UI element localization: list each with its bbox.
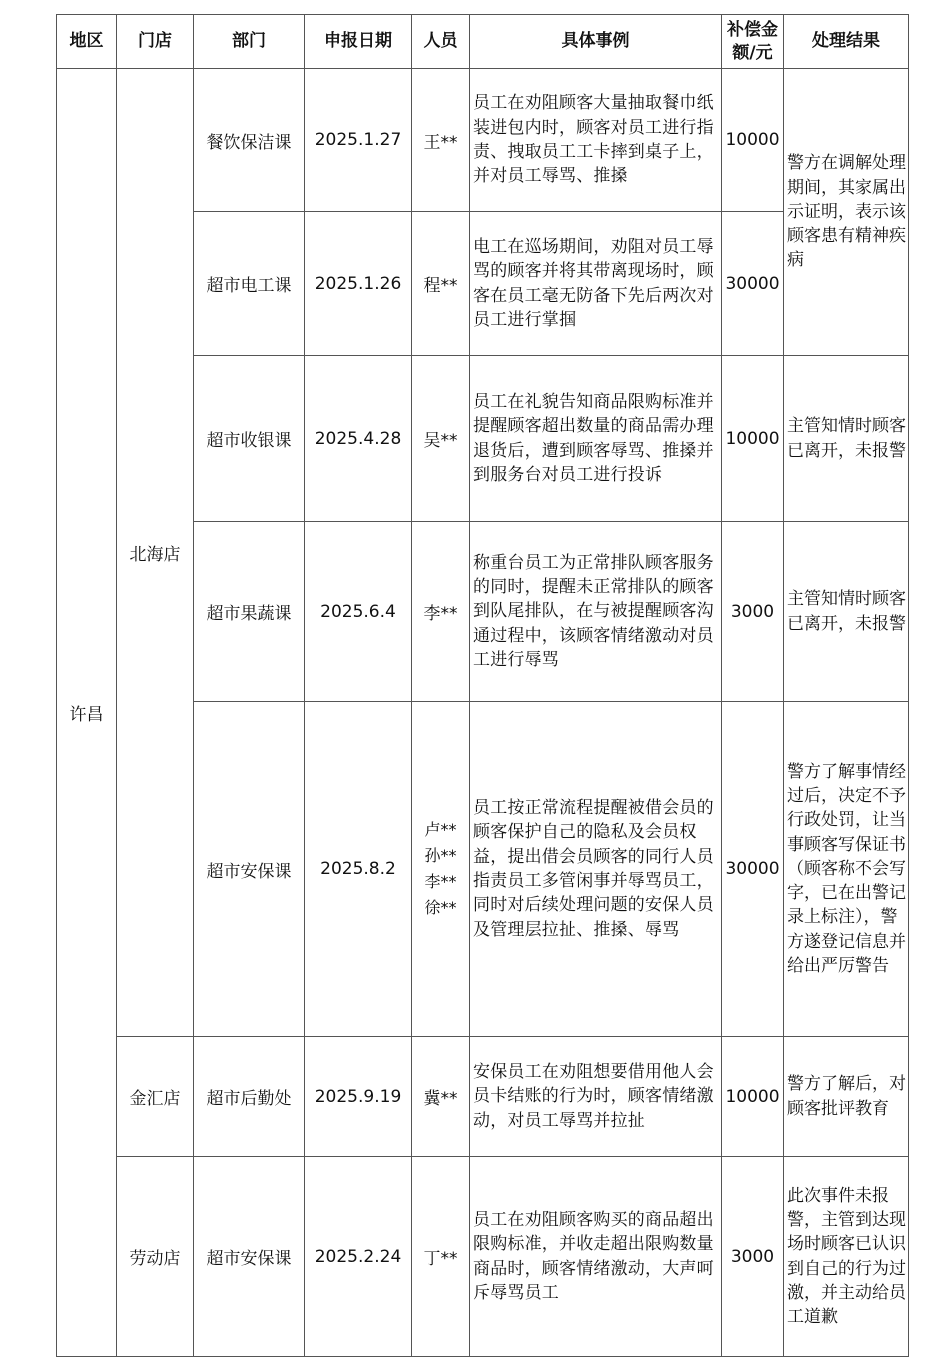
amount-cell: 3000 [722, 1157, 784, 1357]
staff-cell: 李** [412, 522, 470, 702]
header-result: 处理结果 [784, 15, 909, 69]
date-cell: 2025.2.24 [305, 1157, 412, 1357]
case-cell: 员工在劝阻顾客购买的商品超出限购标准，并收走超出限购数量商品时，顾客情绪激动，大声呵斥辱骂员工 [470, 1157, 722, 1357]
header-region: 地区 [57, 15, 117, 69]
incident-table [56, 14, 909, 1357]
table-row [57, 69, 909, 212]
staff-cell: 丁** [412, 1157, 470, 1357]
staff-cell: 冀** [412, 1037, 470, 1157]
header-dept: 部门 [194, 15, 305, 69]
region-cell: 许昌 [57, 69, 117, 1357]
staff-cell [412, 702, 470, 1037]
date-cell: 2025.8.2 [305, 702, 412, 1037]
dept-cell: 超市安保课 [194, 1157, 305, 1357]
case-cell: 员工在礼貌告知商品限购标准并提醒顾客超出数量的商品需办理退货后，遭到顾客辱骂、推搡并到服务台对员工进行投诉 [470, 356, 722, 522]
staff-name: 卢** [424, 820, 457, 839]
dept-cell: 餐饮保洁课 [194, 69, 305, 212]
header-case: 具体事例 [470, 15, 722, 69]
amount-cell: 10000 [722, 69, 784, 212]
staff-cell: 吴** [412, 356, 470, 522]
amount-cell: 10000 [722, 356, 784, 522]
case-cell: 电工在巡场期间，劝阻对员工辱骂的顾客并将其带离现场时，顾客在员工毫无防备下先后两次对员工进行掌掴 [470, 212, 722, 356]
dept-cell: 超市后勤处 [194, 1037, 305, 1157]
case-cell: 安保员工在劝阻想要借用他人会员卡结账的行为时，顾客情绪激动，对员工辱骂并拉扯 [470, 1037, 722, 1157]
case-cell: 称重台员工为正常排队顾客服务的同时，提醒未正常排队的顾客到队尾排队，在与被提醒顾客沟通过程中，该顾客情绪激动对员工进行辱骂 [470, 522, 722, 702]
date-cell: 2025.1.26 [305, 212, 412, 356]
date-cell: 2025.4.28 [305, 356, 412, 522]
amount-cell: 30000 [722, 702, 784, 1037]
staff-name: 孙** [424, 846, 457, 865]
header-date: 申报日期 [305, 15, 412, 69]
staff-cell: 王** [412, 69, 470, 212]
case-cell: 员工按正常流程提醒被借会员的顾客保护自己的隐私及会员权益，提出借会员顾客的同行人员指责员工多管闲事并辱骂员工，同时对后续处理问题的安保人员及管理层拉扯、推搡、辱骂 [470, 702, 722, 1037]
result-cell: 主管知情时顾客已离开，未报警 [784, 522, 909, 702]
table-row [57, 1037, 909, 1157]
store-cell-beihai: 北海店 [117, 69, 194, 1037]
staff-name: 李** [424, 872, 457, 891]
result-cell: 警方在调解处理期间，其家属出示证明，表示该顾客患有精神疾病 [784, 69, 909, 356]
date-cell: 2025.6.4 [305, 522, 412, 702]
dept-cell: 超市电工课 [194, 212, 305, 356]
store-cell-laodong: 劳动店 [117, 1157, 194, 1357]
result-cell: 警方了解后，对顾客批评教育 [784, 1037, 909, 1157]
date-cell: 2025.9.19 [305, 1037, 412, 1157]
header-row [57, 15, 909, 69]
table-row [57, 1157, 909, 1357]
staff-cell: 程** [412, 212, 470, 356]
header-amount: 补偿金额/元 [722, 15, 784, 69]
dept-cell: 超市安保课 [194, 702, 305, 1037]
amount-cell: 3000 [722, 522, 784, 702]
header-store: 门店 [117, 15, 194, 69]
staff-name: 徐** [424, 898, 457, 917]
header-staff: 人员 [412, 15, 470, 69]
dept-cell: 超市收银课 [194, 356, 305, 522]
case-cell: 员工在劝阻顾客大量抽取餐巾纸装进包内时，顾客对员工进行指责、拽取员工工卡摔到桌子上，并对员工辱骂、推搡 [470, 69, 722, 212]
amount-cell: 10000 [722, 1037, 784, 1157]
date-cell: 2025.1.27 [305, 69, 412, 212]
store-cell-jinhui: 金汇店 [117, 1037, 194, 1157]
result-cell: 此次事件未报警，主管到达现场时顾客已认识到自己的行为过激，并主动给员工道歉 [784, 1157, 909, 1357]
result-cell: 警方了解事情经过后，决定不予行政处罚，让当事顾客写保证书（顾客称不会写字，已在出警记录上标注），警方遂登记信息并给出严厉警告 [784, 702, 909, 1037]
dept-cell: 超市果蔬课 [194, 522, 305, 702]
result-cell: 主管知情时顾客已离开，未报警 [784, 356, 909, 522]
amount-cell: 30000 [722, 212, 784, 356]
